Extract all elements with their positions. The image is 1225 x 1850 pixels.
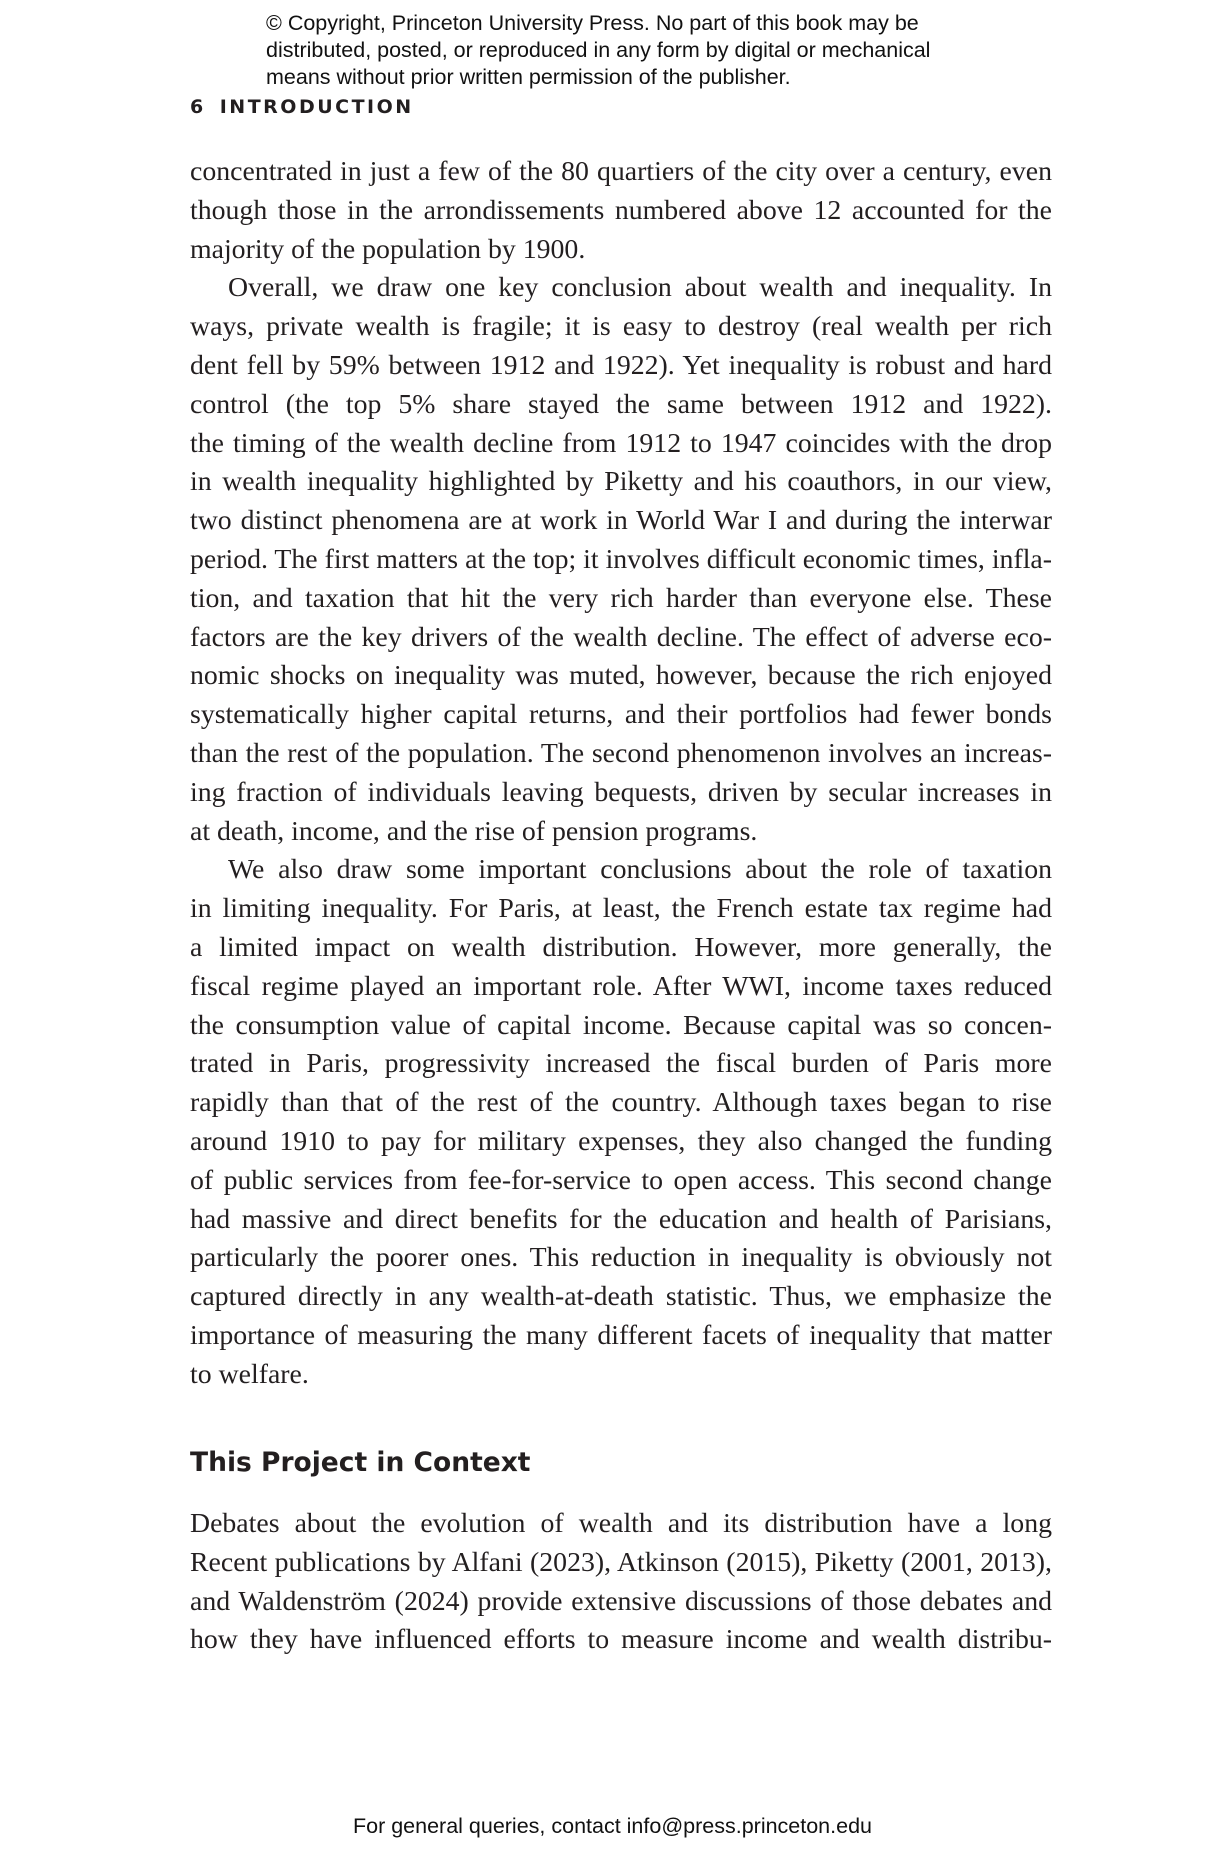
- copyright-line: © Copyright, Princeton University Press. No part of this book may be: [266, 11, 919, 35]
- text-line: factors are the key drivers of the wealth decline. The effect of adverse eco-: [190, 621, 1052, 653]
- text-line: fiscal regime played an important role. After WWI, income taxes reduced: [190, 970, 1052, 1002]
- text-line: to welfare.: [190, 1358, 309, 1390]
- copyright-line: distributed, posted, or reproduced in any form by digital or mechanical: [266, 38, 931, 62]
- text-line: two distinct phenomena are at work in World War I and during the interwar: [190, 505, 1052, 537]
- text-line: at death, income, and the rise of pension programs.: [190, 815, 758, 847]
- text-line: Overall, we draw one key conclusion about wealth and inequality. In: [228, 272, 1052, 304]
- text-line: majority of the population by 1900.: [190, 233, 586, 265]
- text-line: ways, private wealth is fragile; it is easy to destroy (real wealth per rich: [190, 311, 1052, 343]
- text-line: concentrated in just a few of the 80 quartiers of the city over a century, even: [190, 156, 1052, 187]
- text-line: Recent publications by Alfani (2023), Atkinson (2015), Piketty (2001, 2013),: [190, 1546, 1052, 1578]
- text-line: the timing of the wealth decline from 1912 to 1947 coincides with the drop: [190, 427, 1052, 459]
- text-line: though those in the arrondissements numbered above 12 accounted for the: [190, 194, 1052, 226]
- paragraph: [190, 1505, 1052, 1660]
- chapter-title: INTRODUCTION: [219, 96, 414, 118]
- paragraph: [190, 153, 1052, 269]
- text-line: trated in Paris, progressivity increased the fiscal burden of Paris more: [190, 1048, 1052, 1080]
- text-line: a limited impact on wealth distribution. However, more generally, the: [190, 931, 1052, 963]
- text-line: how they have influenced efforts to measure income and wealth distribu-: [190, 1624, 1052, 1656]
- text-line: than the rest of the population. The second phenomenon involves an increas-: [190, 737, 1052, 769]
- text-line: and Waldenström (2024) provide extensive discussions of those debates and: [190, 1585, 1052, 1617]
- text-line: systematically higher capital returns, and their portfolios had fewer bonds: [190, 699, 1052, 731]
- footer-contact: For general queries, contact info@press.princeton.edu: [352, 1814, 872, 1838]
- text-line: We also draw some important conclusions about the role of taxation: [228, 854, 1052, 886]
- body-text: [190, 153, 1052, 1395]
- paragraph: [190, 851, 1052, 1394]
- text-line: tion, and taxation that hit the very rich harder than everyone else. These: [190, 582, 1052, 614]
- text-line: Debates about the evolution of wealth and its distribution have a long: [190, 1508, 1052, 1539]
- running-head: [190, 96, 414, 118]
- text-line: in limiting inequality. For Paris, at least, the French estate tax regime had: [190, 893, 1052, 925]
- page-number: 6: [190, 96, 206, 118]
- text-line: the consumption value of capital income. Because capital was so concen-: [190, 1009, 1052, 1041]
- text-line: of public services from fee-for-service to open access. This second change: [190, 1164, 1052, 1196]
- text-line: captured directly in any wealth-at-death statistic. Thus, we emphasize the: [190, 1281, 1052, 1313]
- text-line: had massive and direct benefits for the education and health of Parisians,: [190, 1203, 1052, 1235]
- text-line: rapidly than that of the rest of the country. Although taxes began to rise: [190, 1087, 1052, 1119]
- text-line: dent fell by 59% between 1912 and 1922). Yet inequality is robust and hard: [190, 349, 1052, 381]
- body-text: [190, 1505, 1052, 1660]
- text-line: importance of measuring the many different facets of inequality that matter: [190, 1319, 1052, 1351]
- copyright-notice: [266, 10, 1026, 91]
- text-line: particularly the poorer ones. This reduction in inequality is obviously not: [190, 1242, 1052, 1274]
- text-line: nomic shocks on inequality was muted, however, because the rich enjoyed: [190, 660, 1052, 692]
- text-line: period. The first matters at the top; it involves difficult economic times, infla-: [190, 543, 1052, 575]
- text-line: around 1910 to pay for military expenses, they also changed the funding: [190, 1125, 1052, 1157]
- text-line: ing fraction of individuals leaving bequests, driven by secular increases in: [190, 776, 1052, 808]
- text-line: in wealth inequality highlighted by Piketty and his coauthors, in our view,: [190, 466, 1052, 498]
- copyright-line: means without prior written permission of the publisher.: [266, 65, 791, 89]
- paragraph: [190, 269, 1052, 851]
- text-line: control (the top 5% share stayed the same between 1912 and 1922).: [190, 388, 1052, 420]
- section-heading: This Project in Context: [190, 1447, 531, 1478]
